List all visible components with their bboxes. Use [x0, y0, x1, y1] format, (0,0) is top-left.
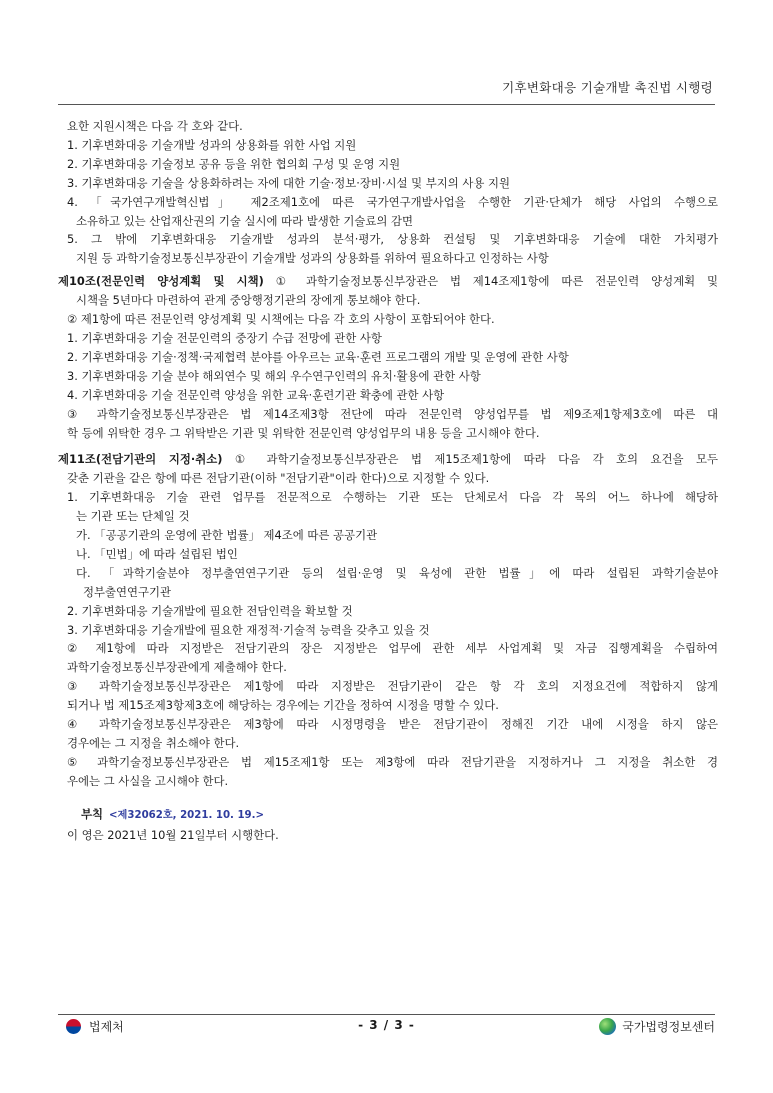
text-line: 우에는 그 사실을 고시해야 한다. [67, 773, 229, 788]
text-line: 과학기술정보통신부장관에게 제출해야 한다. [67, 660, 287, 675]
footer-rule [58, 1014, 715, 1015]
text-line: 요한 지원시책은 다음 각 호와 같다. [67, 119, 243, 133]
list-item: 1. 기후변화대응 기술개발 성과의 상용화를 위한 사업 지원 [67, 137, 357, 152]
page-header-title: 기후변화대응 기술개발 촉진법 시행령 [502, 80, 713, 95]
article-11-paragraph-1: ① 과학기술정보통신부장관은 법 제15조제1항에 따라 다음 각 호의 요건을 모두 [222, 452, 719, 467]
law-center-label: 국가법령정보센터 [622, 1020, 715, 1034]
text-line: ② 제1항에 따른 전문인력 양성계획 및 시책에는 다음 각 호의 사항이 포함되어야 한다. [67, 312, 495, 327]
list-item-continuation: 는 기관 또는 단체일 것 [76, 509, 190, 524]
globe-logo-icon [599, 1018, 616, 1035]
list-item: 4. 「국가연구개발혁신법」 제2조제1호에 따른 국가연구개발사업을 수행한 기관·단체가 해당 사업의 수행으로 [67, 194, 718, 209]
supplementary-heading: 부칙 [81, 806, 104, 821]
article-10-paragraph-1: ① 과학기술정보통신부장관은 법 제14조제1항에 따른 전문인력 양성계획 및 [263, 274, 718, 289]
sub-item-continuation: 정부출연연구기관 [83, 584, 172, 599]
text-line: 시책을 5년마다 마련하여 관계 중앙행정기관의 장에게 통보해야 한다. [76, 293, 421, 308]
list-item: 2. 기후변화대응 기술·정책·국제협력 분야를 아우르는 교육·훈련 프로그램의 개발 및 운영에 관한 사항 [67, 349, 569, 364]
list-item-continuation: 지원 등 과학기술정보통신부장관이 기술개발 성과의 상용화를 위하여 필요하다고 인정하는 사항 [76, 251, 549, 266]
ministry-label: 법제처 [89, 1020, 124, 1034]
text-line: ③ 과학기술정보통신부장관은 제1항에 따라 지정받은 전담기관이 같은 항 각 호의 지정요건에 적합하지 않게 [67, 679, 718, 694]
supplementary-text: 이 영은 2021년 10월 21일부터 시행한다. [67, 827, 279, 842]
text-line: ④ 과학기술정보통신부장관은 제3항에 따라 시정명령을 받은 전담기관이 정해진 기간 내에 시정을 하지 않은 [67, 717, 718, 732]
sub-item: 나. 「민법」에 따라 설립된 법인 [76, 546, 238, 561]
article-10-first-line [58, 272, 718, 291]
article-10-heading: 제10조(전문인력 양성계획 및 시책) [58, 274, 264, 289]
page-number: - 3 / 3 - [358, 1018, 415, 1032]
list-item: 2. 기후변화대응 기술정보 공유 등을 위한 협의회 구성 및 운영 지원 [67, 156, 401, 171]
page-footer [58, 1018, 715, 1038]
list-item: 1. 기후변화대응 기술 관련 업무를 전문적으로 수행하는 기관 또는 단체로서 다음 각 목의 어느 하나에 해당하 [67, 490, 718, 505]
text-line: 갖춘 기관을 같은 항에 따른 전담기관(이하 "전담기관"이라 한다)으로 지정할 수 있다. [67, 471, 490, 486]
list-item: 1. 기후변화대응 기술 전문인력의 중장기 수급 전망에 관한 사항 [67, 330, 382, 345]
text-line: 되거나 법 제15조제3항제3호에 해당하는 경우에는 기간을 정하여 시정을 명할 수 있다. [67, 698, 499, 713]
list-item: 3. 기후변화대응 기술 분야 해외연수 및 해외 우수연구인력의 유치·활용에 관한 사항 [67, 368, 481, 383]
law-content [58, 117, 718, 845]
text-line: ⑤ 과학기술정보통신부장관은 법 제15조제1항 또는 제3항에 따라 전담기관을 지정하거나 그 지정을 취소한 경 [67, 754, 718, 769]
list-item: 3. 기후변화대응 기술개발에 필요한 재정적·기술적 능력을 갖추고 있을 것 [67, 622, 430, 637]
article-11-heading: 제11조(전담기관의 지정·취소) [58, 452, 223, 467]
sub-item: 다. 「과학기술분야 정부출연연구기관 등의 설립·운영 및 육성에 관한 법률」에 따라 설립된 과학기술분야 [76, 565, 718, 580]
list-item-continuation: 소유하고 있는 산업재산권의 기술 실시에 따라 발생한 기술료의 감면 [76, 213, 414, 228]
header-rule [58, 104, 715, 105]
sub-item: 가. 「공공기관의 운영에 관한 법률」 제4조에 따른 공공기관 [76, 528, 378, 543]
article-11-first-line [58, 450, 718, 469]
list-item: 3. 기후변화대응 기술을 상용화하려는 자에 대한 기술·정보·장비·시설 및 부지의 사용 지원 [67, 175, 511, 190]
list-item: 4. 기후변화대응 기술 전문인력 양성을 위한 교육·훈련기관 확충에 관한 사항 [67, 387, 445, 402]
footer-right [599, 1018, 715, 1035]
text-line: ③ 과학기술정보통신부장관은 법 제14조제3항 전단에 따라 전문인력 양성업무를 법 제9조제1항제3호에 따른 대 [67, 406, 718, 421]
supplementary-date: <제32062호, 2021. 10. 19.> [109, 809, 265, 821]
text-line: ② 제1항에 따라 지정받은 전담기관의 장은 지정받은 업무에 관한 세부 사업계획 및 자금 집행계획을 수립하여 [67, 641, 718, 656]
supplementary-provisions [58, 805, 718, 826]
list-item: 2. 기후변화대응 기술개발에 필요한 전담인력을 확보할 것 [67, 603, 353, 618]
text-line: 경우에는 그 지정을 취소해야 한다. [67, 736, 240, 750]
list-item: 5. 그 밖에 기후변화대응 기술개발 성과의 분석·평가, 상용화 컨설팅 및 기후변화대응 기술에 대한 가치평가 [67, 232, 718, 247]
text-line: 학 등에 위탁한 경우 그 위탁받은 기관 및 위탁한 전문인력 양성업무의 내용 등을 고시해야 한다. [67, 425, 540, 440]
